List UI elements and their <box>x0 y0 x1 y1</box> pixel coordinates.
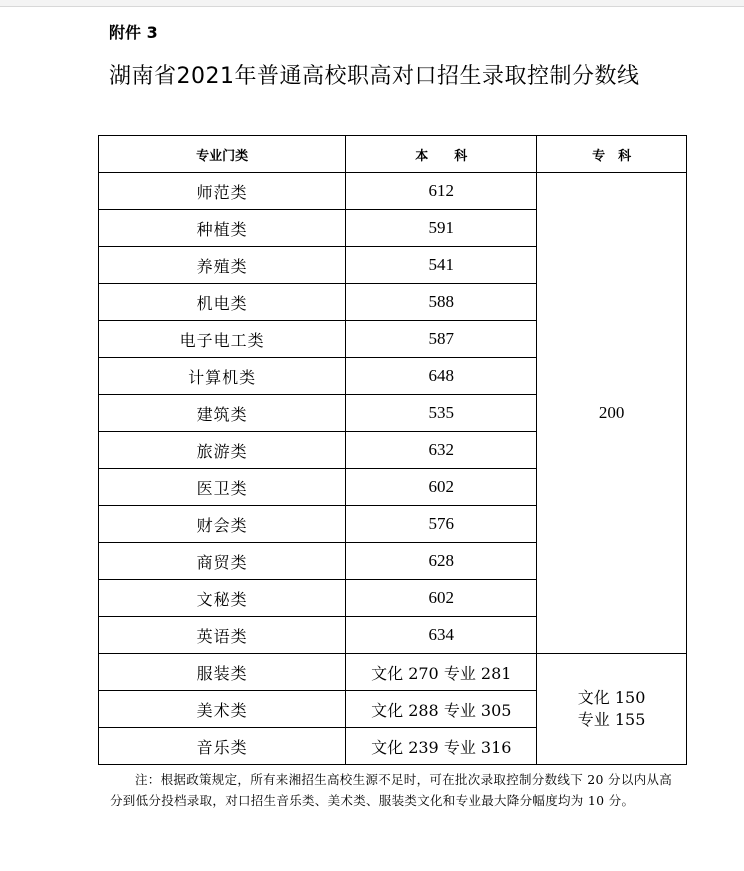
row-category: 种植类 <box>99 210 346 247</box>
document-title: 湖南省2021年普通高校职高对口招生录取控制分数线 <box>109 64 640 89</box>
row-bachelor-score: 628 <box>346 543 537 580</box>
page-top-edge <box>0 0 744 7</box>
row-category: 文秘类 <box>99 580 346 617</box>
table-row <box>99 654 687 691</box>
row-bachelor-score: 648 <box>346 358 537 395</box>
row-category: 电子电工类 <box>99 321 346 358</box>
table-header-row <box>99 136 687 173</box>
row-bachelor-score: 文化 288 专业 305 <box>346 691 537 728</box>
row-category: 机电类 <box>99 284 346 321</box>
row-bachelor-score: 588 <box>346 284 537 321</box>
row-category: 英语类 <box>99 617 346 654</box>
college-general-score: 200 <box>537 173 687 654</box>
row-category: 服装类 <box>99 654 346 691</box>
row-category: 美术类 <box>99 691 346 728</box>
row-bachelor-score: 634 <box>346 617 537 654</box>
college-arts-culture: 文化 150 <box>577 688 646 707</box>
row-bachelor-score: 591 <box>346 210 537 247</box>
header-bachelor: 本 科 <box>346 136 537 173</box>
college-arts-major: 专业 155 <box>577 710 646 729</box>
row-category: 旅游类 <box>99 432 346 469</box>
row-bachelor-score: 文化 239 专业 316 <box>346 728 537 765</box>
row-category: 养殖类 <box>99 247 346 284</box>
row-bachelor-score: 535 <box>346 395 537 432</box>
attachment-label: 附件 3 <box>109 23 158 42</box>
row-bachelor-score: 632 <box>346 432 537 469</box>
row-category: 医卫类 <box>99 469 346 506</box>
row-category: 建筑类 <box>99 395 346 432</box>
row-category: 师范类 <box>99 173 346 210</box>
row-bachelor-score: 文化 270 专业 281 <box>346 654 537 691</box>
row-category: 计算机类 <box>99 358 346 395</box>
row-bachelor-score: 541 <box>346 247 537 284</box>
row-bachelor-score: 602 <box>346 580 537 617</box>
table-row <box>99 173 687 210</box>
row-bachelor-score: 602 <box>346 469 537 506</box>
score-table <box>98 135 687 765</box>
row-bachelor-score: 576 <box>346 506 537 543</box>
row-category: 财会类 <box>99 506 346 543</box>
college-arts-score <box>537 654 687 765</box>
row-category: 音乐类 <box>99 728 346 765</box>
row-bachelor-score: 612 <box>346 173 537 210</box>
row-bachelor-score: 587 <box>346 321 537 358</box>
footnote: 注：根据政策规定，所有来湘招生高校生源不足时，可在批次录取控制分数线下 20 分以内从高分到低分投档录取，对口招生音乐类、美术类、服装类文化和专业最大降分幅度均为 10 分。 <box>110 772 673 808</box>
header-category: 专业门类 <box>99 136 346 173</box>
row-category: 商贸类 <box>99 543 346 580</box>
header-college: 专 科 <box>537 136 687 173</box>
